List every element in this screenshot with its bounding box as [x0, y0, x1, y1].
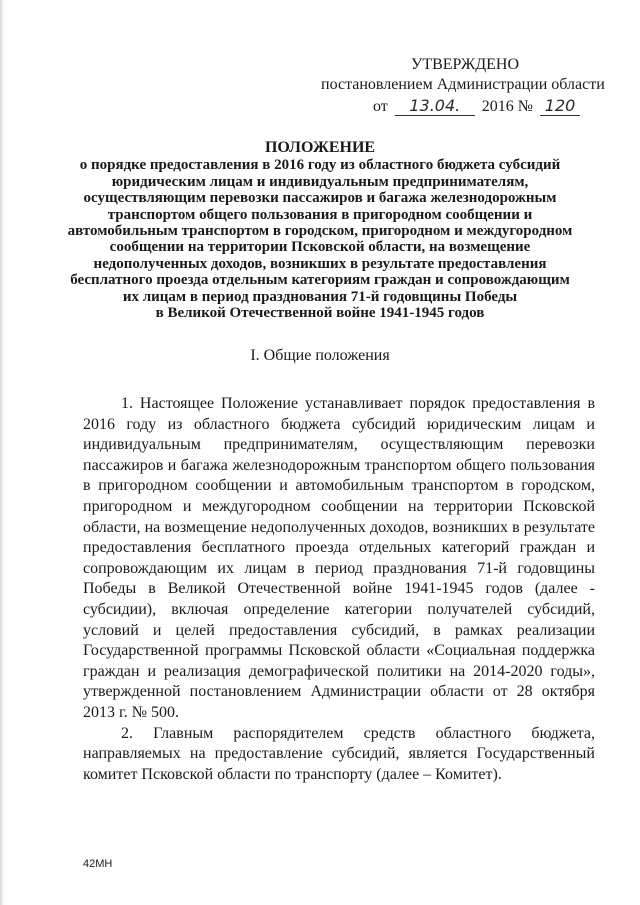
title-line: осуществляющим перевозки пассажиров и багажа железнодорожным: [83, 190, 557, 207]
title-line: юридическим лицам и индивидуальным предпринимателям,: [111, 173, 529, 190]
paragraph-2: 2. Главным распорядителем средств областного бюджета, направляемых на предоставление субсидий, является Государственный комитет Псковской области по транспорту (далее – Комитет).: [83, 724, 595, 783]
title-line: о порядке предоставления в 2016 году из областного бюджета субсидий: [79, 157, 561, 174]
document-title: [0, 140, 640, 321]
title-line: их лицам в период празднования 71-й годовщины Победы: [122, 288, 518, 305]
title-line: сообщении на территории Псковской области, на возмещение: [109, 239, 531, 256]
handwritten-date: 13.04.: [395, 96, 475, 116]
title-line: недополученных доходов, возникших в результате предоставления: [93, 255, 547, 272]
title-line: транспортом общего пользования в пригородном сообщении и: [107, 206, 533, 223]
title-heading: ПОЛОЖЕНИЕ: [264, 139, 376, 156]
approval-authority: постановлением Администрации области: [321, 76, 605, 93]
title-line: автомобильным транспортом в городском, пригородном и междугородном: [67, 223, 573, 240]
footer-code: 42МН: [83, 858, 113, 870]
body-text: [83, 394, 595, 785]
title-line: бесплатного проезда отдельным категориям граждан и сопровождающим: [70, 272, 570, 289]
approval-heading: УТВЕРЖДЕНО: [411, 56, 520, 73]
scan-edge: [0, 0, 4, 905]
approval-year-number-label: 2016 №: [481, 98, 534, 115]
section-title: I. Общие положения: [250, 347, 390, 364]
paragraph-1: 1. Настоящее Положение устанавливает порядок предоставления в 2016 году из областного бюджета субсидий юридическим лицам и индивидуальным предпринимателям, осуществляющим перевозки пассажиров и багажа железнодорожным транспортом общего пользования в пригородном сообщении и автомобильным транспортом в городском, пригородном и междугородном сообщении на территории Псковской области, на возмещение недополученных доходов, возникших в результате предоставления бесплатного проезда отдельных категорий граждан и сопровождающим их лицам в период празднования 71-й годовщины Победы в Великой Отечественной войне 1941-1945 годов (далее - субсидии), включая определение категории получателей субсидий, условий и целей предоставления субсидий, в рамках реализации Государственной программы Псковской области «Социальная поддержка граждан и реализация демографической политики на 2014-2020 годы», утвержденной постановлением Администрации области от 28 октября 2013 г. № 500.: [83, 395, 595, 721]
approval-date-line: [373, 96, 580, 116]
handwritten-number: 120: [540, 96, 580, 116]
title-line: в Великой Отечественной войне 1941-1945 годов: [155, 305, 485, 322]
approval-date-prefix: от: [373, 98, 388, 115]
